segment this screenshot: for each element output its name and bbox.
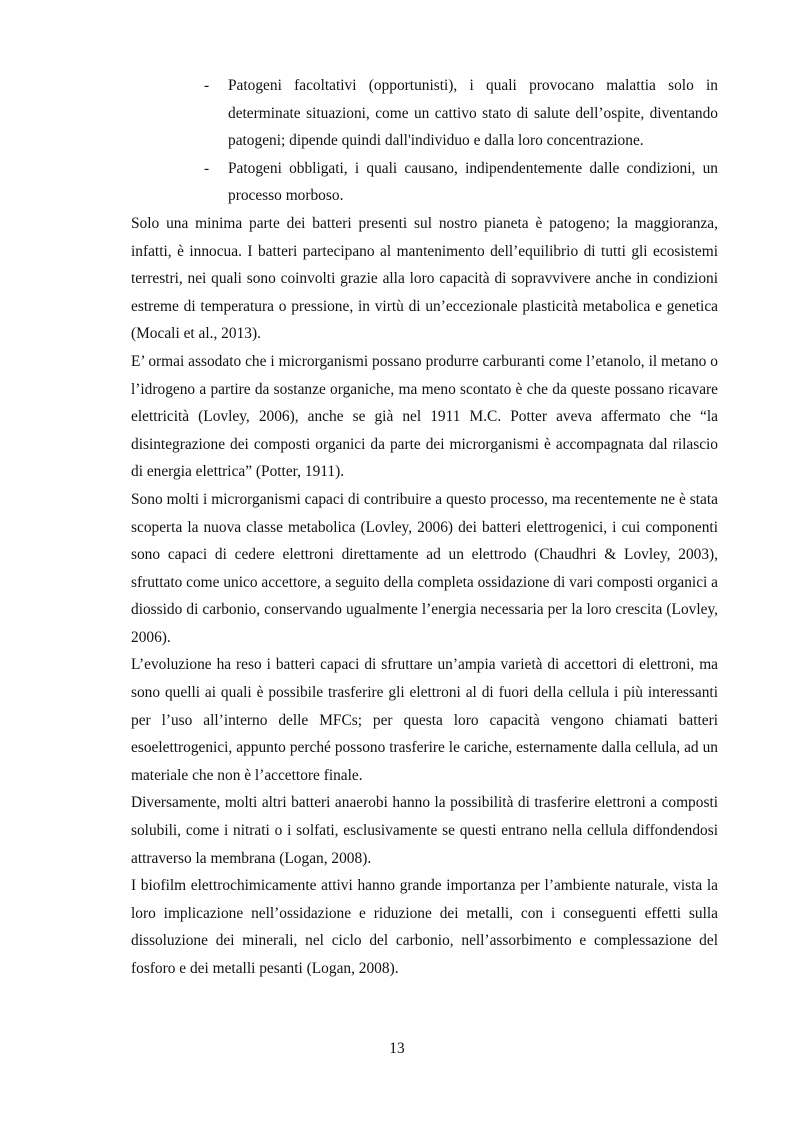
paragraph: I biofilm elettrochimicamente attivi hanno grande importanza per l’ambiente naturale, vista la loro implicazione nell’ossidazione e riduzione dei metalli, con i conseguenti effetti sulla dissoluzione dei minerali, nel ciclo del carbonio, nell’assorbimento e complessazione del fosforo e dei metalli pesanti (Logan, 2008). [131,877,718,977]
paragraph: Sono molti i microrganismi capaci di contribuire a questo processo, ma recentemente ne è stata scoperta la nuova classe metabolica (Lovley, 2006) dei batteri elettrogenici, i cui componenti sono capaci di cedere elettroni direttamente ad un elettrodo (Chaudhri & Lovley, 2003), sfruttato come unico accettore, a seguito della completa ossidazione di vari composti organici a diossido di carbonio, conservando ugualmente l’energia necessaria per la loro crescita (Lovley, 2006). [131,490,718,646]
list-item [204,155,718,210]
paragraph: L’evoluzione ha reso i batteri capaci di sfruttare un’ampia varietà di accettori di elettroni, ma sono quelli ai quali è possibile trasferire gli elettroni al di fuori della cellula i più interessanti per l’uso all’interno delle MFCs; per questa loro capacità vengono chiamati batteri esoelettrogenici, appunto perché possono trasferire le cariche, esternamente dalla cellula, ad un materiale che non è l’accettore finale. [131,656,718,784]
list-item-text: Patogeni obbligati, i quali causano, indipendentemente dalle condizioni, un processo morboso. [228,159,718,205]
list-dash: - [204,159,210,177]
list-item-text: Patogeni facoltativi (opportunisti), i quali provocano malattia solo in determinate situazioni, come un cattivo stato di salute dell’ospite, diventando patogeni; dipende quindi dall'individuo e dalla loro concentrazione. [228,77,718,150]
paragraph: Solo una minima parte dei batteri presenti sul nostro pianeta è patogeno; la maggioranza, infatti, è innocua. I batteri partecipano al mantenimento dell’equilibrio di tutti gli ecosistemi terrestri, nei quali sono coinvolti grazie alla loro capacità di sopravvivere anche in condizioni estreme di temperatura o pressione, in virtù di un’eccezionale plasticità metabolica e genetica (Mocali et al., 2013). [131,214,718,343]
list-dash: - [204,77,210,94]
paragraph: Diversamente, molti altri batteri anaerobi hanno la possibilità di trasferire elettroni a composti solubili, come i nitrati o i solfati, esclusivamente se questi entrano nella cellula diffondendosi attraverso la membrana (Logan, 2008). [131,794,718,867]
paragraph: E’ ormai assodato che i microrganismi possano produrre carburanti come l’etanolo, il metano o l’idrogeno a partire da sostanze organiche, ma meno scontato è che da queste possano ricavare elettricità (Lovley, 2006), anche se già nel 1911 M.C. Potter aveva affermato che “la disintegrazione dei composti organici da parte dei microrganismi è accompagnata dal rilascio di energia elettrica” (Potter, 1911). [131,352,718,481]
list-item [204,72,718,155]
page-number: 13 [389,1040,405,1057]
pathogen-list [131,72,718,210]
page-body [131,72,718,983]
